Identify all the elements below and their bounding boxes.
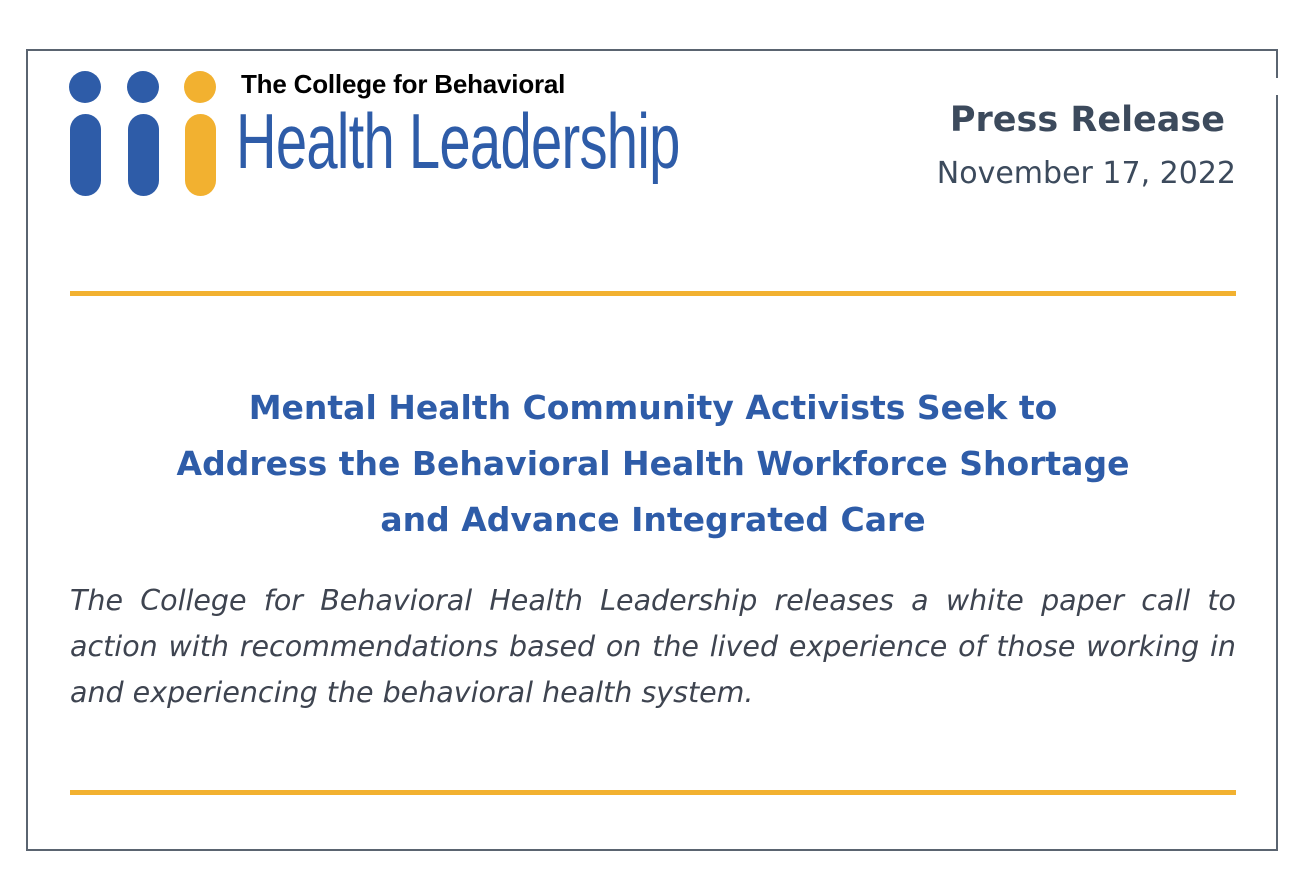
release-date: November 17, 2022 xyxy=(936,156,1236,191)
frame-notch xyxy=(1273,78,1281,95)
headline-line-2: Address the Behavioral Health Workforce Shortage xyxy=(176,444,1130,483)
logo-text-health-leadership: Health Leadership xyxy=(236,97,680,185)
press-release-label: Press Release xyxy=(949,100,1225,140)
person-gold-icon xyxy=(184,71,216,196)
logo-text-college: The College for Behavioral xyxy=(241,69,566,99)
headline-line-3: and Advance Integrated Care xyxy=(380,500,926,539)
headline xyxy=(70,380,1236,548)
subheadline: The College for Behavioral Health Leadership releases a white paper call to action with recommendations based on the lived experience of those working in and experiencing the behavioral health system. xyxy=(70,584,1236,709)
person-blue-icon xyxy=(69,71,101,196)
person-blue-icon xyxy=(127,71,159,196)
headline-line-1: Mental Health Community Activists Seek to xyxy=(248,388,1058,427)
divider-bottom xyxy=(70,790,1236,795)
divider-top xyxy=(70,291,1236,296)
logo-figures xyxy=(68,70,228,200)
